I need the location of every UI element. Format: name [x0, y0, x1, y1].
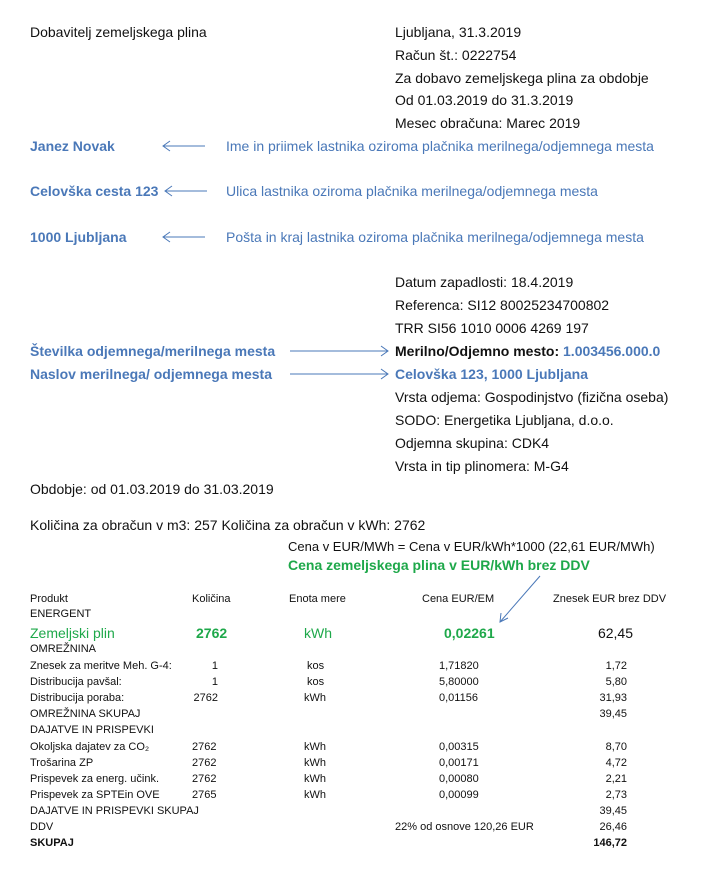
consumption-group: Odjemna skupina: CDK4 — [395, 435, 550, 451]
meter-point-value: 1.003456.000.0 — [563, 343, 661, 359]
table-row-unit: kos — [307, 676, 325, 688]
table-row-product: Znesek za meritve Meh. G-4: — [30, 660, 172, 672]
gas-price: 0,02261 — [444, 625, 495, 641]
customer-city: 1000 Ljubljana — [30, 229, 127, 245]
table-row-price: 0,00171 — [439, 757, 479, 769]
table-row-product: Trošarina ZP — [30, 757, 94, 769]
invoice-place-date: Ljubljana, 31.3.2019 — [395, 24, 522, 40]
section-network: OMREŽNINA — [30, 643, 96, 655]
table-row-quantity: 1 — [211, 660, 218, 672]
table-row-amount: 2,21 — [605, 773, 627, 785]
table-row-amount: 31,93 — [599, 692, 627, 704]
tax-total-label: DAJATVE IN PRISPEVKI SKUPAJ — [30, 805, 199, 817]
table-row-unit: kWh — [304, 789, 326, 801]
table-row-price: 1,71820 — [439, 660, 479, 672]
table-row-amount: 2,73 — [605, 789, 627, 801]
total-value: 146,72 — [593, 837, 627, 849]
gas-unit: kWh — [304, 625, 332, 641]
gas-amount: 62,45 — [597, 625, 633, 641]
total-label: SKUPAJ — [30, 837, 74, 849]
table-row-unit: kWh — [304, 741, 326, 753]
payment-reference: Referenca: SI12 80025234700802 — [395, 297, 610, 313]
vat-label: DDV — [30, 821, 54, 833]
distribution-operator: SODO: Energetika Ljubljana, d.o.o. — [395, 412, 614, 428]
table-row-quantity: 1 — [211, 676, 218, 688]
table-row-quantity: 2762 — [193, 692, 218, 704]
invoice-number: Račun št.: 0222754 — [395, 47, 517, 63]
supplier-label: Dobavitelj zemeljskega plina — [30, 24, 207, 40]
network-total-label: OMREŽNINA SKUPAJ — [30, 708, 141, 720]
col-product: Produkt — [30, 593, 68, 605]
table-row-quantity: 2762 — [192, 741, 217, 753]
table-row-product: Distribucija pavšal: — [30, 676, 122, 688]
table-row-product: Okoljska dajatev za CO₂ — [30, 741, 150, 753]
col-price: Cena EUR/EM — [422, 593, 495, 605]
meter-address-label: Naslov merilnega/ odjemnega mesta — [30, 366, 272, 382]
meter-point-label: Merilno/Odjemno mesto: — [395, 343, 560, 359]
col-quantity: Količina — [192, 593, 231, 605]
meter-address-value: Celovška 123, 1000 Ljubljana — [395, 366, 588, 382]
table-row-quantity: 2762 — [192, 757, 217, 769]
table-row-quantity: 2762 — [192, 773, 217, 785]
table-row-quantity: 2765 — [192, 789, 217, 801]
customer-street-note: Ulica lastnika oziroma plačnika merilnega/odjemnega mesta — [226, 183, 598, 199]
table-row-price: 5,80000 — [439, 676, 479, 688]
table-row-price: 0,01156 — [439, 692, 478, 704]
meter-number-label: Številka odjemnega/merilnega mesta — [30, 343, 276, 359]
table-row-product: Prispevek za SPTEin OVE — [30, 789, 160, 801]
invoice-period: Od 01.03.2019 do 31.3.2019 — [395, 92, 574, 108]
customer-name-note: Ime in priimek lastnika oziroma plačnika merilnega/odjemnega mesta — [226, 138, 654, 154]
customer-street: Celovška cesta 123 — [30, 183, 159, 199]
section-energent: ENERGENT — [30, 608, 92, 620]
table-row-product: Prispevek za energ. učink. — [30, 773, 160, 785]
invoice-month: Mesec obračuna: Marec 2019 — [395, 115, 581, 131]
gas-product: Zemeljski plin — [30, 625, 115, 641]
col-unit: Enota mere — [289, 593, 346, 605]
section-taxes: DAJATVE IN PRISPEVKI — [30, 724, 154, 736]
meter-type: Vrsta in tip plinomera: M-G4 — [395, 458, 569, 474]
table-row-price: 0,00099 — [439, 789, 479, 801]
invoice-purpose: Za dobavo zemeljskega plina za obdobje — [395, 70, 649, 86]
due-date: Datum zapadlosti: 18.4.2019 — [395, 274, 574, 290]
arrow-price — [500, 576, 540, 622]
tax-total-value: 39,45 — [599, 805, 627, 817]
billing-quantity: Količina za obračun v m3: 257 Količina za obračun v kWh: 2762 — [30, 517, 426, 533]
table-row-unit: kos — [307, 660, 325, 672]
customer-name: Janez Novak — [30, 138, 115, 154]
gas-quantity: 2762 — [196, 625, 228, 641]
table-row-unit: kWh — [304, 773, 326, 785]
col-amount: Znesek EUR brez DDV — [553, 593, 667, 605]
usage-type: Vrsta odjema: Gospodinjstvo (fizična oseba) — [395, 389, 669, 405]
table-row-unit: kWh — [304, 692, 326, 704]
table-row-product: Distribucija poraba: — [30, 692, 125, 704]
table-row-amount: 1,72 — [605, 660, 627, 672]
bank-account: TRR SI56 1010 0006 4269 197 — [395, 320, 589, 336]
table-row-unit: kWh — [304, 757, 326, 769]
table-row-amount: 8,70 — [605, 741, 627, 753]
meter-point — [395, 343, 660, 359]
table-row-amount: 5,80 — [605, 676, 627, 688]
price-note: Cena zemeljskega plina v EUR/kWh brez DDV — [288, 557, 590, 573]
price-formula: Cena v EUR/MWh = Cena v EUR/kWh*1000 (22,61 EUR/MWh) — [288, 539, 655, 554]
vat-value: 26,46 — [599, 821, 627, 833]
billing-period: Obdobje: od 01.03.2019 do 31.03.2019 — [30, 481, 274, 497]
vat-note: 22% od osnove 120,26 EUR — [395, 821, 534, 833]
table-row-amount: 4,72 — [605, 757, 627, 769]
table-row-price: 0,00315 — [439, 741, 479, 753]
table-row-price: 0,00080 — [439, 773, 479, 785]
network-total-value: 39,45 — [599, 708, 627, 720]
customer-city-note: Pošta in kraj lastnika oziroma plačnika merilnega/odjemnega mesta — [226, 229, 644, 245]
